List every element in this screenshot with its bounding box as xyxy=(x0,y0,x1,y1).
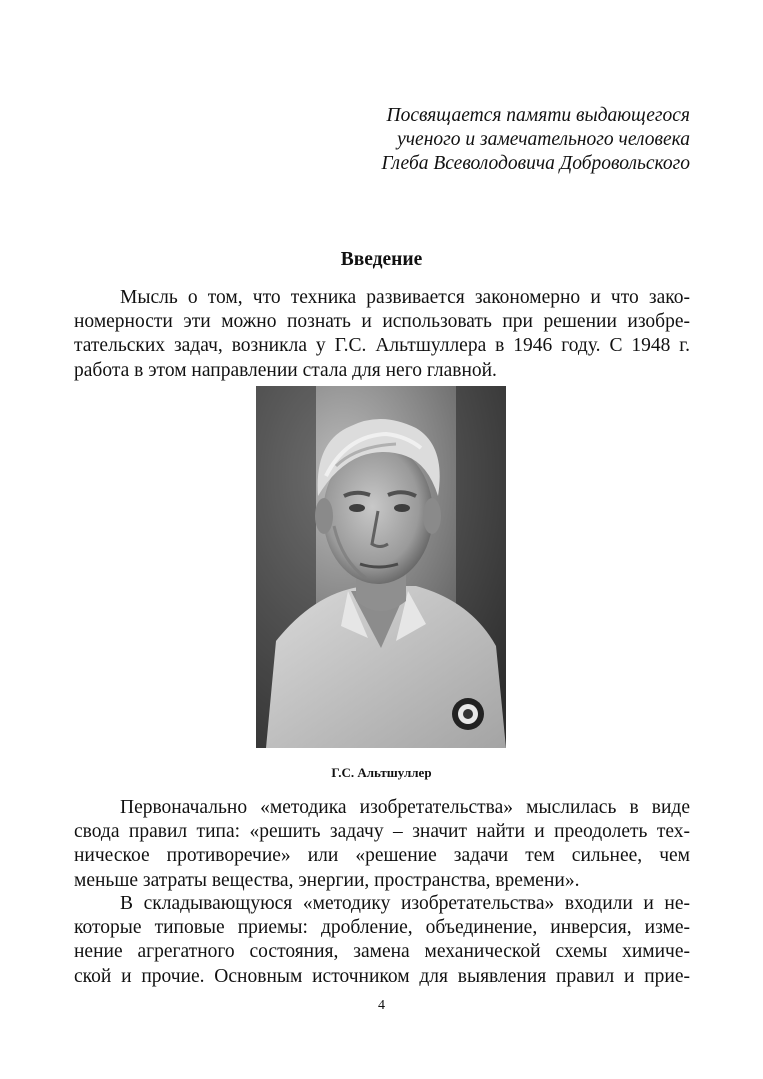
text-line: В складывающуюся «методику изобретательства» входили и не- xyxy=(120,893,690,914)
dedication-line: Глеба Всеволодовича Добровольского xyxy=(381,153,690,174)
figure-caption: Г.С. Альтшуллер xyxy=(331,765,432,780)
text-line: меньше затраты вещества, энергии, пространства, времени». xyxy=(74,869,580,891)
text-line: ническое противоречие» или «решение задачи тем сильнее, чем xyxy=(74,845,690,867)
text-line: работа в этом направлении стала для него главной. xyxy=(74,359,497,381)
portrait-photo-image xyxy=(256,386,506,748)
text-line: Первоначально «методика изобретательства» мыслилась в виде xyxy=(120,797,690,818)
text-line: свода правил типа: «решить задачу – значит найти и преодолеть тех- xyxy=(74,821,690,843)
portrait-photo xyxy=(256,386,506,748)
text-line: Мысль о том, что техника развивается закономерно и что зако- xyxy=(120,287,690,308)
text-line: номерности эти можно познать и использовать при решении изобре- xyxy=(74,311,690,333)
section-heading: Введение xyxy=(340,249,423,270)
paragraph-techniques xyxy=(74,892,690,989)
text-line: нение агрегатного состояния, замена механической схемы химиче- xyxy=(74,941,690,963)
paragraph-methodology xyxy=(74,796,690,893)
dedication-line: ученого и замечательного человека xyxy=(397,129,690,150)
paragraph-intro xyxy=(74,286,690,383)
dedication xyxy=(382,104,691,176)
dedication-line: Посвящается памяти выдающегося xyxy=(386,105,690,126)
page-number: 4 xyxy=(378,998,385,1013)
text-line: которые типовые приемы: дробление, объединение, инверсия, изме- xyxy=(74,917,690,939)
text-line: ской и прочие. Основным источником для выявления правил и прие- xyxy=(74,965,690,987)
text-line: тательских задач, возникла у Г.С. Альтшуллера в 1946 году. С 1948 г. xyxy=(74,335,690,357)
